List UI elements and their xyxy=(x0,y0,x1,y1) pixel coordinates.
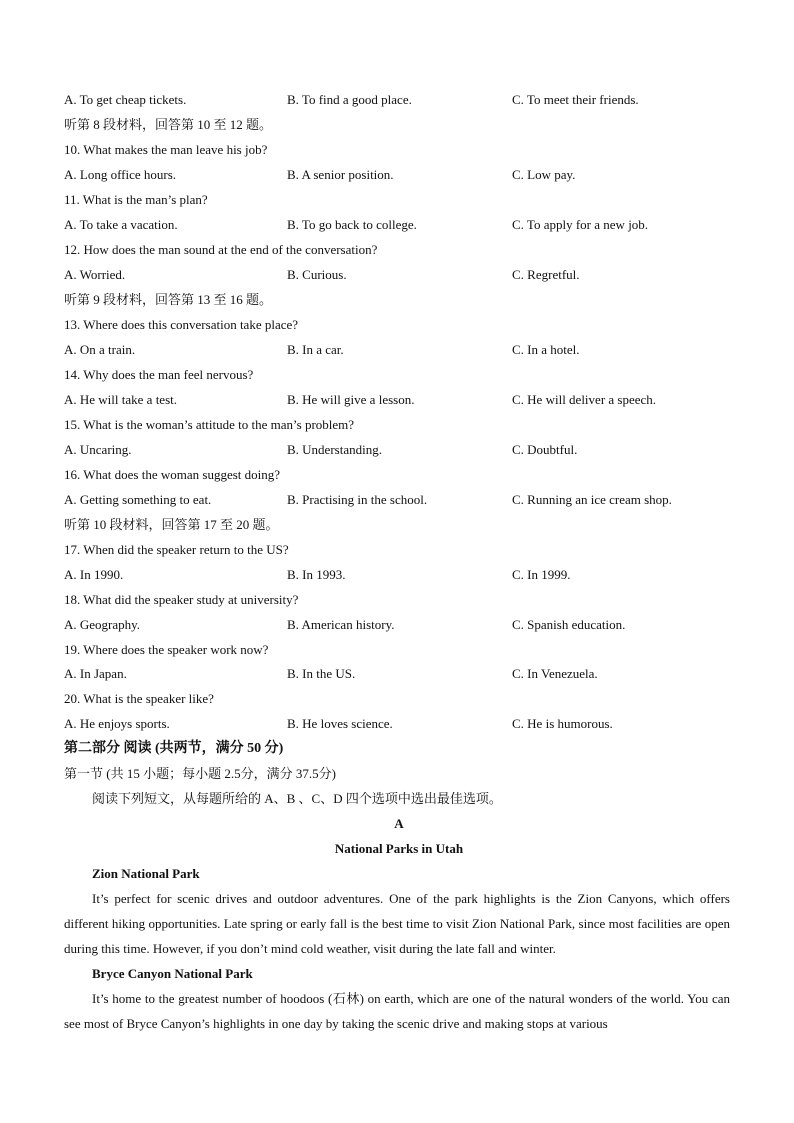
option-b: B. Curious. xyxy=(287,267,347,282)
option-b: B. In a car. xyxy=(287,342,344,357)
option-a: A. Getting something to eat. xyxy=(64,492,212,507)
park-paragraph-bryce: It’s home to the greatest number of hoodoos (石林) on earth, which are one of the natural wonders of the world. You can see most of Bryce Canyon’s highlights in one day by taking the scenic drive and making stops at various xyxy=(64,991,730,1031)
question-19: 19. Where does the speaker work now? xyxy=(64,642,269,657)
question-12: 12. How does the man sound at the end of the conversation? xyxy=(64,242,378,257)
options-q20 xyxy=(64,711,734,736)
question-20: 20. What is the speaker like? xyxy=(64,691,214,706)
options-q10 xyxy=(64,162,734,187)
option-b: B. In 1993. xyxy=(287,567,346,582)
option-b: B. Understanding. xyxy=(287,442,382,457)
options-q16 xyxy=(64,487,734,512)
options-q17 xyxy=(64,562,734,587)
question-10: 10. What makes the man leave his job? xyxy=(64,142,268,157)
question-13: 13. Where does this conversation take place? xyxy=(64,317,299,332)
park-heading-zion: Zion National Park xyxy=(92,866,200,881)
option-c: C. To meet their friends. xyxy=(512,92,639,107)
question-18: 18. What did the speaker study at university? xyxy=(64,592,299,607)
option-c: C. Regretful. xyxy=(512,267,580,282)
passage-letter: A xyxy=(394,816,404,831)
listening-instruction-8: 听第 8 段材料，回答第 10 至 12 题。 xyxy=(64,117,273,132)
option-a: A. He enjoys sports. xyxy=(64,716,170,731)
reading-directions: 阅读下列短文，从每题所给的 A、B 、C、D 四个选项中选出最佳选项。 xyxy=(92,791,502,806)
park-paragraph-zion: It’s perfect for scenic drives and outdoor adventures. One of the park highlights is the Zion Canyons, which offers different hiking opportunities. Late spring or early fall is the best time to visit Zion National Park, since most facilities are open during this time. However, if you don’t mind cold weather, visit during the late fall and winter. xyxy=(64,891,730,956)
section-one-title: 第一节 (共 15 小题；每小题 2.5分，满分 37.5分) xyxy=(64,766,336,781)
option-b: B. To go back to college. xyxy=(287,217,417,232)
listening-instruction-10: 听第 10 段材料，回答第 17 至 20 题。 xyxy=(64,517,279,532)
question-15: 15. What is the woman’s attitude to the man’s problem? xyxy=(64,417,355,432)
option-c: C. He is humorous. xyxy=(512,716,613,731)
option-c: C. To apply for a new job. xyxy=(512,217,649,232)
option-a: A. To get cheap tickets. xyxy=(64,92,187,107)
option-c: C. Low pay. xyxy=(512,167,576,182)
option-c: C. Spanish education. xyxy=(512,617,626,632)
option-a: A. In 1990. xyxy=(64,567,124,582)
option-a: A. He will take a test. xyxy=(64,392,177,407)
option-b: B. He will give a lesson. xyxy=(287,392,415,407)
option-c: C. In Venezuela. xyxy=(512,666,598,681)
option-b: B. Practising in the school. xyxy=(287,492,428,507)
option-b: B. A senior position. xyxy=(287,167,394,182)
options-q13 xyxy=(64,337,734,362)
options-q11 xyxy=(64,212,734,237)
option-a: A. Long office hours. xyxy=(64,167,177,182)
option-c: C. Running an ice cream shop. xyxy=(512,492,672,507)
part-two-title: 第二部分 阅读 (共两节，满分 50 分) xyxy=(64,741,284,756)
option-a: A. To take a vacation. xyxy=(64,217,178,232)
question-11: 11. What is the man’s plan? xyxy=(64,192,208,207)
park-heading-bryce: Bryce Canyon National Park xyxy=(92,966,253,981)
options-q12 xyxy=(64,262,734,287)
option-c: C. He will deliver a speech. xyxy=(512,392,657,407)
question-17: 17. When did the speaker return to the US? xyxy=(64,542,289,557)
option-a: A. Geography. xyxy=(64,617,141,632)
options-q14 xyxy=(64,387,734,412)
options-q18 xyxy=(64,612,734,637)
options-q15 xyxy=(64,437,734,462)
options-q19 xyxy=(64,661,734,686)
option-b: B. American history. xyxy=(287,617,395,632)
question-14: 14. Why does the man feel nervous? xyxy=(64,367,254,382)
option-c: C. In a hotel. xyxy=(512,342,580,357)
option-a: A. In Japan. xyxy=(64,666,127,681)
option-c: C. In 1999. xyxy=(512,567,571,582)
option-a: A. On a train. xyxy=(64,342,136,357)
passage-title: National Parks in Utah xyxy=(334,841,464,856)
option-b: B. He loves science. xyxy=(287,716,393,731)
option-a: A. Worried. xyxy=(64,267,126,282)
question-16: 16. What does the woman suggest doing? xyxy=(64,467,281,482)
listening-instruction-9: 听第 9 段材料，回答第 13 至 16 题。 xyxy=(64,292,273,307)
option-c: C. Doubtful. xyxy=(512,442,578,457)
option-b: B. To find a good place. xyxy=(287,92,412,107)
options-q9 xyxy=(64,87,734,112)
option-b: B. In the US. xyxy=(287,666,356,681)
option-a: A. Uncaring. xyxy=(64,442,132,457)
